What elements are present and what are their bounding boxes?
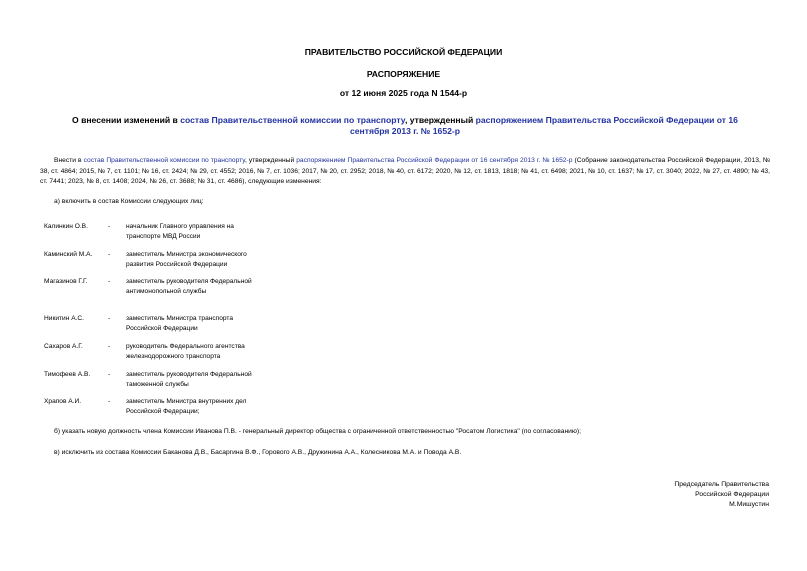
signature-name: М.Мишустин	[729, 501, 769, 508]
person-position: заместитель Министра транспорта Российской Федерации	[126, 315, 234, 332]
person-position: заместитель руководителя Федеральной антимонопольной службы	[126, 278, 252, 295]
person-dash: -	[108, 315, 111, 322]
date-number-heading: от 12 июня 2025 года N 1544-р	[339, 88, 468, 98]
person-dash: -	[108, 223, 111, 230]
signature-block	[674, 480, 769, 510]
person-name: Каминский М.А.	[44, 251, 93, 258]
signature-organization: Российской Федерации	[695, 491, 769, 498]
title-text-1: О внесении изменений в	[72, 115, 181, 125]
person-dash: -	[108, 251, 111, 258]
person-name: Калинкин О.В.	[44, 223, 88, 230]
intro-text-3: (Собрание законодательства Российской Федерации, 2013, № 38, ст. 4864; 2015, № 7, ст. 1101; № 16, ст. 2424; № 29, ст. 4552; 2016, № 7, ст. 1036; 2017, № 20, ст. 2952; 2018, № 40, ст. 6172; 2020, № 12, ст. 1813, 1818; № 41, ст. 6498; 2021, № 10, ст. 1637; № 17, ст. 3040; 2022, № 27, ст. 4890; № 43, ст. 7441; 2023, № 8, ст. 1408; 2024, № 26, ст. 3688; № 31, ст. 4686), следующие изменения:	[40, 157, 770, 185]
item-b: б) указать новую должность члена Комиссии Иванова П.В. - генеральный директор общества с ограниченной ответственностью "Росатом Логистика" (по согласованию);	[54, 428, 581, 435]
person-name: Храпов А.И.	[44, 398, 82, 405]
person-dash: -	[108, 371, 111, 378]
item-c: в) исключить из состава Комиссии Баканова Д.В., Басаргина В.Ф., Горового А.В., Дружинина А.А., Колесникова М.А. и Повода А.В.	[54, 449, 462, 456]
person-name: Тимофеев А.В.	[44, 371, 91, 378]
intro-link-decree[interactable]: распоряжением Правительства Российской Федерации от 16 сентября 2013 г. № 1652-р	[296, 157, 573, 164]
person-position: заместитель Министра внутренних дел Российской Федерации;	[126, 398, 247, 415]
title-text-2: , утвержденный	[404, 115, 476, 125]
signature-title: Председатель Правительства	[674, 481, 769, 488]
person-name: Сахаров А.Г.	[44, 343, 83, 350]
intro-text-2: , утвержденный	[244, 157, 297, 164]
person-name: Никитин А.С.	[44, 315, 85, 322]
title-link-commission[interactable]: состав Правительственной комиссии по транспорту	[180, 115, 405, 125]
person-dash: -	[108, 278, 111, 285]
document-title	[60, 115, 750, 137]
person-dash: -	[108, 343, 111, 350]
person-name: Магазинов Г.Г.	[44, 278, 88, 285]
person-position: начальник Главного управления на транспорте МВД России	[126, 223, 234, 240]
document-type-heading: РАСПОРЯЖЕНИЕ	[366, 69, 441, 79]
person-position: заместитель Министра экономического развития Российской Федерации	[126, 251, 247, 268]
intro-paragraph	[40, 156, 770, 188]
intro-link-commission[interactable]: состав Правительственной комиссии по транспорту	[83, 157, 245, 164]
intro-text-1: Внести в	[54, 157, 84, 164]
person-position: руководитель Федерального агентства железнодорожного транспорта	[126, 343, 245, 360]
item-a: а) включить в состав Комиссии следующих лиц:	[54, 198, 204, 205]
person-position: заместитель руководителя Федеральной таможенной службы	[126, 371, 252, 388]
title-link-decree[interactable]: распоряжением Правительства Российской Федерации от 16 сентября 2013 г. № 1652-р	[349, 115, 738, 136]
person-dash: -	[108, 398, 111, 405]
government-heading: ПРАВИТЕЛЬСТВО РОССИЙСКОЙ ФЕДЕРАЦИИ	[304, 47, 503, 57]
